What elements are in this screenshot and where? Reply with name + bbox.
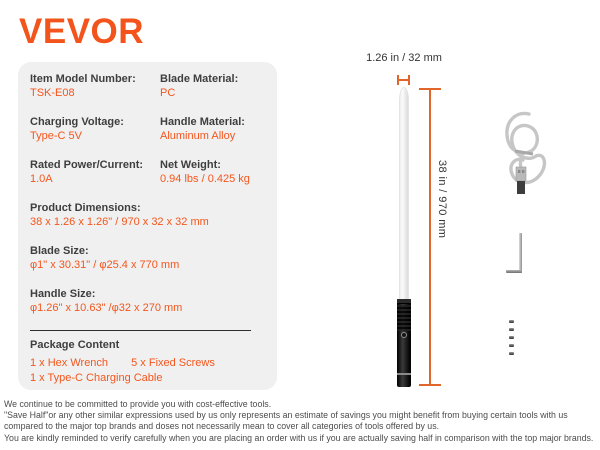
package-item-fixed-screws: 5 x Fixed Screws [131, 357, 215, 369]
spec-label: Handle Size: [30, 288, 96, 300]
handle-grip-grooves [397, 305, 411, 331]
charging-cable-image [495, 107, 557, 208]
package-line-1 [30, 356, 265, 371]
screw-icon [509, 352, 514, 355]
package-content-title: Package Content [30, 339, 120, 351]
handle-collar [397, 299, 411, 304]
height-dimension-bottom-cap [419, 384, 441, 386]
spec-net-weight [160, 158, 265, 186]
spec-blade-material [160, 72, 265, 100]
spec-value: φ1.26" x 10.63" /φ32 x 270 mm [30, 302, 183, 314]
saber-blade-image [399, 87, 409, 300]
spec-product-dimensions [30, 201, 265, 229]
screw-icon [509, 344, 514, 347]
height-dimension-line [429, 89, 431, 386]
cable-coil-graphic [495, 107, 557, 203]
vevor-logo: VEVOR [19, 12, 145, 51]
spec-rated-power [30, 158, 160, 186]
spec-item-model-number [30, 72, 160, 100]
height-dimension-top-cap [419, 88, 441, 90]
spec-label: Blade Size: [30, 245, 89, 257]
spec-grid [30, 72, 265, 201]
spec-handle-size [30, 287, 265, 315]
width-dimension-label: 1.26 in / 32 mm [366, 52, 442, 64]
package-item-charging-cable: 1 x Type-C Charging Cable [30, 372, 163, 384]
disclaimer-line: You are kindly reminded to verify carefully when you are placing an order with us if you are actually saving half in comparison with the top major brands. [4, 432, 594, 443]
disclaimer-line: "Save Half"or any other similar expressions used by us only represents an estimate of savings you might benefit from buying certain tools with us [4, 410, 568, 421]
spec-blade-size [30, 244, 265, 272]
spec-value: PC [160, 87, 176, 99]
spec-label: Net Weight: [160, 159, 221, 171]
screw-icon [509, 336, 514, 339]
spec-label: Product Dimensions: [30, 202, 141, 214]
saber-handle-image [397, 299, 411, 387]
width-marker-cross-bar [397, 79, 410, 81]
package-content-section [30, 338, 265, 386]
spec-value: 1.0A [30, 173, 53, 185]
disclaimer-line: We continue to be committed to provide you with cost-effective tools. [4, 399, 272, 409]
package-item-hex-wrench: 1 x Hex Wrench [30, 357, 109, 369]
spec-value: 38 x 1.26 x 1.26" / 970 x 32 x 32 mm [30, 216, 209, 228]
screw-icon [509, 328, 514, 331]
package-divider [30, 330, 251, 331]
spec-value: φ1" x 30.31" / φ25.4 x 770 mm [30, 259, 180, 271]
spec-value: 0.94 lbs / 0.425 kg [160, 173, 250, 185]
disclaimer-text [4, 399, 600, 444]
spec-label: Item Model Number: [30, 73, 136, 85]
spec-value: Aluminum Alloy [160, 130, 236, 142]
spec-label: Blade Material: [160, 73, 239, 85]
handle-bottom-band [397, 373, 411, 375]
disclaimer-line: compared to the major top brands and doses not necessarily mean to cover all categories of tools offered by us. [4, 421, 440, 432]
spec-label: Charging Voltage: [30, 116, 124, 128]
spec-label: Handle Material: [160, 116, 245, 128]
screw-icon [509, 320, 514, 323]
package-line-2 [30, 371, 265, 386]
height-dimension-label: 38 in / 970 mm [436, 160, 448, 239]
spec-label: Rated Power/Current: [30, 159, 144, 171]
spec-panel [18, 62, 277, 390]
hex-wrench-image [519, 233, 522, 273]
spec-value: Type-C 5V [30, 130, 82, 142]
hex-wrench-short-arm [506, 270, 522, 273]
spec-charging-voltage [30, 115, 160, 143]
width-marker-icon [397, 75, 410, 85]
spec-handle-material [160, 115, 265, 143]
handle-power-button [401, 332, 407, 338]
spec-value: TSK-E08 [30, 87, 75, 99]
